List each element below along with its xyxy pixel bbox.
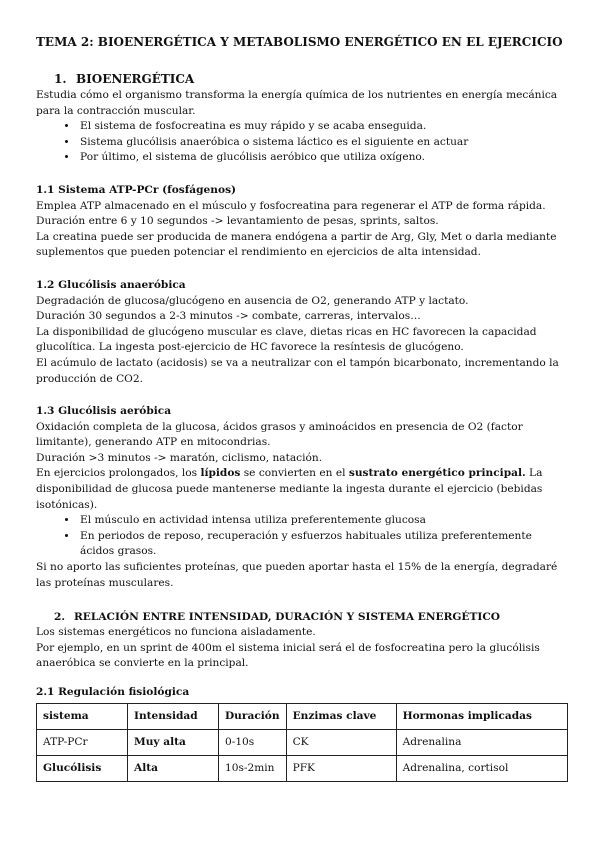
- bold-term: sustrato energético principal.: [348, 467, 526, 480]
- document-page: [36, 34, 568, 782]
- section-title: RELACIÓN ENTRE INTENSIDAD, DURACIÓN Y SISTEMA ENERGÉTICO: [74, 611, 501, 624]
- column-header: Hormonas implicadas: [396, 703, 567, 729]
- text-run: La disponibilidad de glucosa puede mantenerse mediante la ingesta durante el ejercicio (bebidas isotónicas).: [36, 467, 543, 511]
- paragraph-line: Duración >3 minutos -> maratón, ciclismo, natación.: [36, 451, 323, 464]
- regulation-table: [36, 703, 568, 782]
- paragraph-line: Por ejemplo, en un sprint de 400m el sistema inicial será el de fosfocreatina pero la glucólisis anaeróbica se convierte en la principal.: [36, 641, 540, 670]
- section-title: BIOENERGÉTICA: [76, 72, 195, 86]
- text-run: En ejercicios prolongados, los: [36, 467, 201, 480]
- table-cell: ATP-PCr: [37, 729, 128, 755]
- list-item: • Por último, el sistema de glucólisis aeróbico que utiliza oxígeno.: [78, 150, 568, 166]
- subsection-1-2-heading: 1.2 Glucólisis anaeróbica: [36, 278, 186, 291]
- paragraph-line: Si no aporto las suficientes proteínas, que pueden aportar hasta el 15% de la energía, degradaré las proteínas musculares.: [36, 561, 558, 589]
- paragraph-line: Duración entre 6 y 10 segundos -> levantamiento de pesas, sprints, saltos.: [36, 215, 439, 228]
- list-item: • Sistema glucólisis anaeróbica o sistema láctico es el siguiente en actuar: [78, 135, 568, 151]
- column-header: sistema: [37, 703, 128, 729]
- paragraph-line: Los sistemas energéticos no funciona aisladamente.: [36, 626, 316, 639]
- section-number: 1.: [54, 72, 67, 86]
- list-item: • El sistema de fosfocreatina es muy rápido y se acaba enseguida.: [78, 119, 568, 135]
- paragraph-line: Degradación de glucosa/glucógeno en ausencia de O2, generando ATP y lactato.: [36, 294, 469, 307]
- table-cell: 0-10s: [219, 729, 287, 755]
- paragraph-line: El acúmulo de lactato (acidosis) se va a neutralizar con el tampón bicarbonato, incrementando la producción de CO2.: [36, 356, 559, 385]
- subsection-2-1-heading: 2.1 Regulación fisiológica: [36, 686, 190, 698]
- document-title: TEMA 2: BIOENERGÉTICA Y METABOLISMO ENERGÉTICO EN EL EJERCICIO: [36, 35, 563, 49]
- table-cell: Adrenalina: [396, 729, 567, 755]
- bold-term: lípidos: [200, 467, 241, 480]
- column-header: Enzimas clave: [286, 703, 396, 729]
- substrate-list: [36, 513, 568, 560]
- energy-systems-list: [36, 119, 568, 166]
- paragraph-line: Oxidación completa de la glucosa, ácidos grasos y aminoácidos en presencia de O2 (factor limitante), generando ATP en mitocondrias.: [36, 420, 523, 449]
- table-cell: Adrenalina, cortisol: [396, 755, 567, 781]
- table-cell: PFK: [286, 755, 396, 781]
- subsection-1-1-heading: 1.1 Sistema ATP-PCr (fosfágenos): [36, 183, 237, 196]
- paragraph-line: La creatina puede ser producida de manera endógena a partir de Arg, Gly, Met o darla mediante suplementos que pueden potenciar el rendimiento en ejercicios de alta intensidad.: [36, 230, 557, 259]
- list-item: • En periodos de reposo, recuperación y esfuerzos habituales utiliza preferentemente ácidos grasos.: [78, 529, 568, 560]
- section-2-heading: [36, 609, 568, 625]
- lipids-paragraph: [36, 466, 568, 513]
- paragraph-line: Duración 30 segundos a 2-3 minutos -> combate, carreras, intervalos…: [36, 310, 421, 323]
- table-row: [37, 729, 568, 755]
- table-cell: Glucólisis: [37, 755, 128, 781]
- list-item: • El músculo en actividad intensa utiliza preferentemente glucosa: [78, 513, 568, 529]
- table-row: [37, 755, 568, 781]
- table-cell: Muy alta: [128, 729, 219, 755]
- table-cell: 10s-2min: [219, 755, 287, 781]
- column-header: Intensidad: [128, 703, 219, 729]
- text-run: se convierten en el: [240, 467, 349, 480]
- subsection-1-3-heading: 1.3 Glucólisis aeróbica: [36, 405, 172, 418]
- table-cell: Alta: [128, 755, 219, 781]
- paragraph-line: La disponibilidad de glucógeno muscular es clave, dietas ricas en HC favorecen la capacidad glucolítica. La ingesta post-ejercicio de HC favorece la resíntesis de glucógeno.: [36, 325, 537, 354]
- section-1-intro: Estudia cómo el organismo transforma la energía química de los nutrientes en energía mecánica para la contracción muscular.: [36, 89, 558, 117]
- table-header-row: [37, 703, 568, 729]
- table-cell: CK: [286, 729, 396, 755]
- column-header: Duración: [219, 703, 287, 729]
- paragraph-line: Emplea ATP almacenado en el músculo y fosfocreatina para regenerar el ATP de forma rápida.: [36, 199, 546, 212]
- section-1-heading: [36, 70, 568, 88]
- section-number: 2.: [54, 611, 66, 624]
